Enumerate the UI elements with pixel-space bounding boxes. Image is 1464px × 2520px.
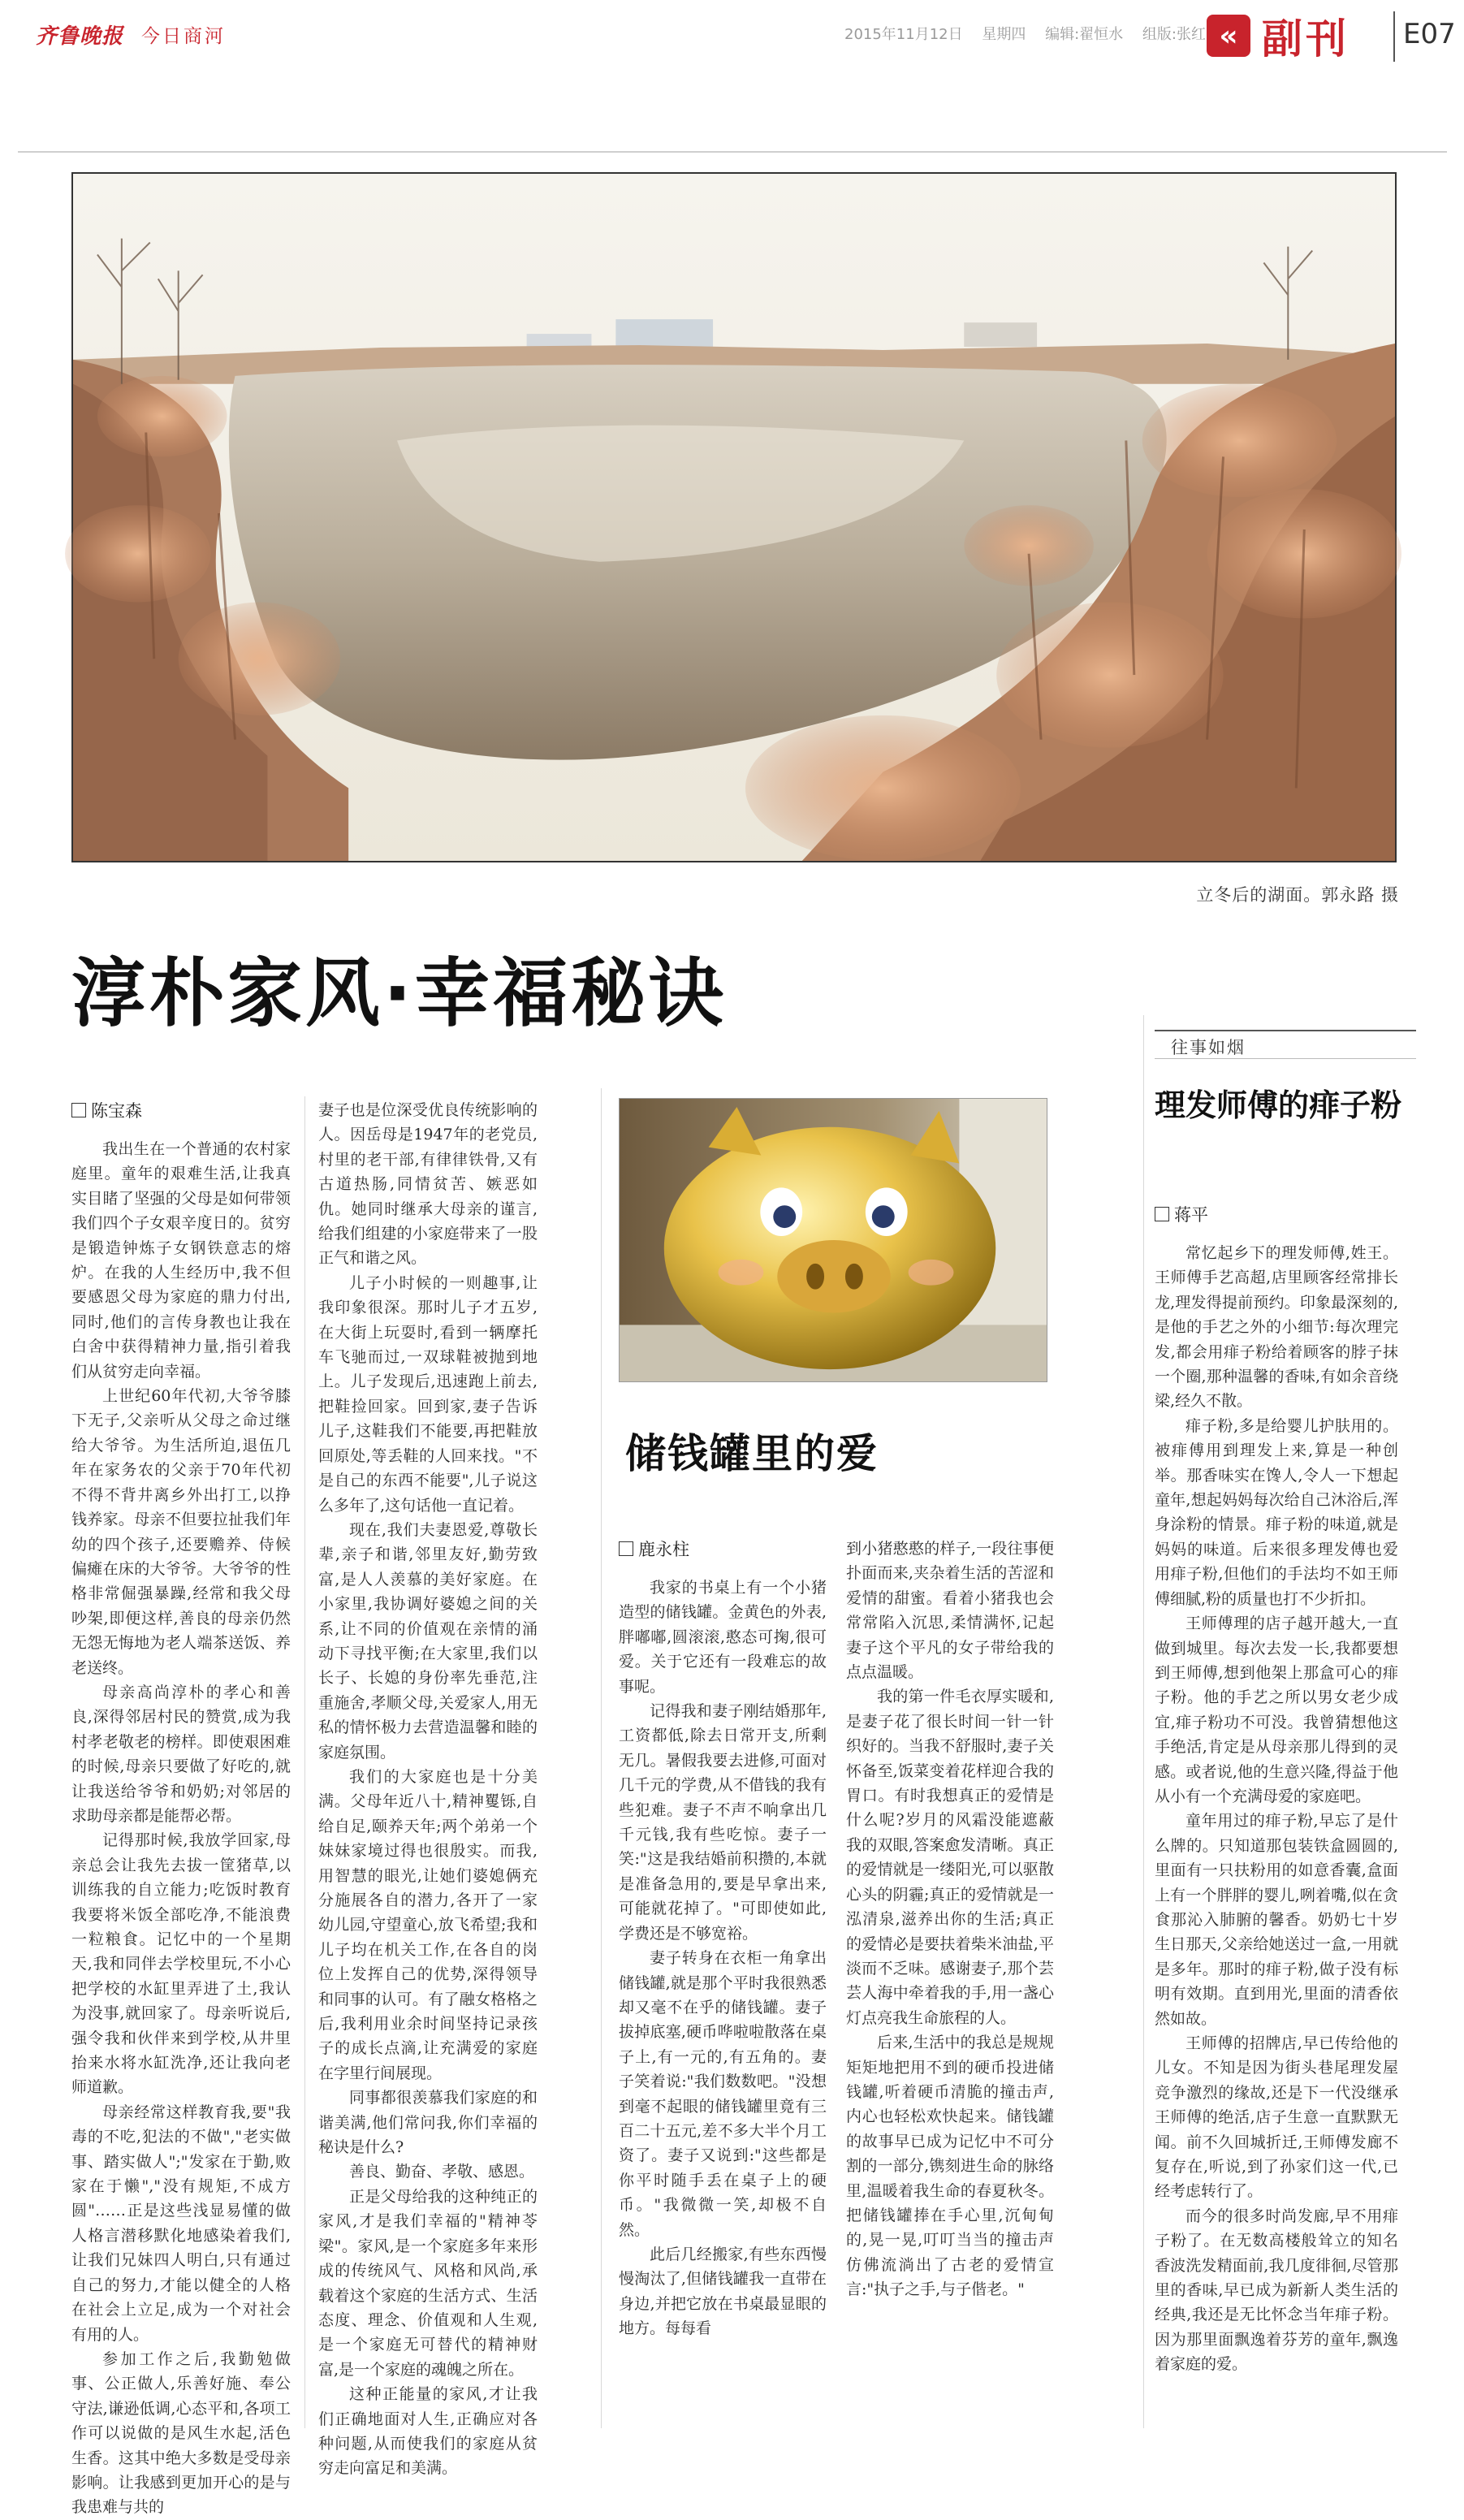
issue-weekday: 星期四 xyxy=(982,26,1026,43)
paragraph: 童年用过的痱子粉,早忘了是什么牌的。只知道那包装铁盒圆圆的,里面有一只扶粉用的如意香囊,盒面上有一个胖胖的婴儿,咧着嘴,似在贪食那沁入肺腑的馨香。奶奶七十岁生日那天,父亲给她送过一盒,一用就是多年。那时的痱子粉,做子没有标明有效期。直到用光,里面的清香依然如故。 xyxy=(1155,1812,1398,2028)
paragraph: 母亲经常这样教育我,要"我毒的不吃,犯法的不做","老实做事、踏实做人";"发家在于勤,败家在于懒","没有规矩,不成方圆"……正是这些浅显易懂的做人格言潜移默化地感染着我们,让我们兄妹四人明白,只有通过自己的努力,才能以健全的人格在社会上立足,成为一个对社会有用的人。 xyxy=(71,2103,291,2344)
main-article-title: 淳朴家风·幸福秘诀 xyxy=(71,950,727,1037)
article3-title: 理发师傅的痱子粉 xyxy=(1155,1087,1402,1123)
paragraph: 参加工作之后,我勤勉做事、公正做人,乐善好施、奉公守法,谦逊低调,心态平和,各项工作可以说做的是风生水起,活色生香。这其中绝大多数是受母亲影响。让我感到更加开心的是与我患难与共的 xyxy=(71,2349,291,2517)
paragraph: 到小猪憨憨的样子,一段往事便扑面而来,夹杂着生活的苦涩和爱情的甜蜜。看着小猪我也会常常陷入沉思,柔情满怀,记起妻子这个平凡的女子带给我的点点温暖。 xyxy=(846,1540,1054,1682)
article3-column xyxy=(1155,1241,1398,2420)
paragraph: 母亲高尚淳朴的孝心和善良,深得邻居村民的赞赏,成为我村孝老敬老的榜样。即使艰困难的时候,母亲只要做了好吃的,就让我送给爷爷和奶奶;对邻居的求助母亲都是能帮必帮。 xyxy=(71,1683,291,1825)
page-number: E07 xyxy=(1403,18,1456,50)
column-divider xyxy=(1143,1015,1144,2428)
byline-box-icon xyxy=(619,1541,633,1556)
paragraph: 现在,我们夫妻恩爱,尊敬长辈,亲子和谐,邻里友好,勤劳致富,是人人羡慕的美好家庭。在小家里,我协调好婆媳之间的关系,让不同的价值观在亲情的涌动下寻找平衡;在大家里,我们以长子、长媳的身份率先垂范,注重施舍,孝顺父母,关爱家人,用无私的情怀极力去营造温馨和睦的家庭氛围。 xyxy=(318,1520,538,1761)
paragraph: 王师傅的招牌店,早已传给他的儿女。不知是因为街头巷尾理发屋竞争激烈的缘故,还是下一代没继承王师傅的绝活,店子生意一直默默无闻。前不久回城折迁,王师傅发廊不复存在,听说,到了孙家们这一代,已经考虑转行了。 xyxy=(1155,2034,1398,2201)
masthead-left xyxy=(36,18,226,50)
article1-column-2 xyxy=(318,1098,538,2478)
column-divider xyxy=(304,1096,305,2428)
article2-column-1 xyxy=(619,1576,827,2420)
piggy-bank-image xyxy=(620,1099,1047,1381)
paragraph: 儿子小时候的一则趣事,让我印象很深。那时儿子才五岁,在大街上玩耍时,看到一辆摩托车飞驰而过,一双球鞋被抛到地上。儿子发现后,迅速跑上前去,把鞋捡回家。回到家,妻子告诉儿子,这鞋我们不能要,再把鞋放回原处,等丢鞋的人回来找。"不是自己的东西不能要",儿子说这么多年了,这句话他一直记着。 xyxy=(318,1273,538,1515)
paragraph: 我出生在一个普通的农村家庭里。童年的艰难生活,让我真实目睹了坚强的父母是如何带领我们四个子女艰辛度日的。贫穷是锻造钟炼子女钢铁意志的熔炉。在我的人生经历中,我不但要感恩父母为家庭的鼎力付出,同时,他们的言传身教也让我在白舍中获得精神力量,指引着我们从贫穷走向幸福。 xyxy=(71,1140,291,1381)
layout-credit: 组版:张红 xyxy=(1142,26,1206,43)
section-badge-text: 副刊 xyxy=(1262,15,1350,63)
byline-box-icon xyxy=(1155,1207,1169,1221)
paragraph: 我的第一件毛衣厚实暖和,是妻子花了很长时间一针一针织好的。当我不舒服时,妻子关怀备至,饭菜变着花样迎合我的胃口。有时我想真正的爱情是什么呢?岁月的风霜没能遮蔽我的双眼,答案愈发清晰。真正的爱情就是一缕阳光,可以驱散心头的阴霾;真正的爱情就是一泓清泉,滋养出你的生活;真正的爱情必是要扶着柴米油盐,平淡而不乏味。感谢妻子,那个芸芸人海中牵着我的手,用一盏心灯点亮我生命旅程的人。 xyxy=(846,1688,1054,2027)
paragraph: 妻子也是位深受优良传统影响的人。因岳母是1947年的老党员,村里的老干部,有律律铁骨,又有古道热肠,同情贫苦、嫉恶如仇。她同时继承大母亲的谨言,给我们组建的小家庭带来了一股正气和谐之风。 xyxy=(318,1101,538,1268)
paragraph: 而今的很多时尚发廊,早不用痱子粉了。在无数高楼般耸立的知名香波洗发精面前,我几度徘徊,尽管那里的香味,早已成为新新人类生活的经典,我还是无比怀念当年痱子粉。因为那里面飘逸着芬芳的童年,飘逸着家庭的爱。 xyxy=(1155,2207,1398,2374)
photo-caption: 立冬后的湖面。郭永路 摄 xyxy=(1196,885,1399,905)
issue-date: 2015年11月12日 xyxy=(844,26,963,43)
article1-author: 陈宝森 xyxy=(91,1101,142,1121)
paragraph: 常忆起乡下的理发师傅,姓王。王师傅手艺高超,店里顾客经常排长龙,理发得提前预约。印象最深刻的,是他的手艺之外的小细节:每次理完发,都会用痱子粉给着顾客的脖子抹一个圈,那种温馨的香味,有如余音绕梁,经久不散。 xyxy=(1155,1244,1398,1411)
piggy-bank-photo xyxy=(619,1098,1047,1382)
article2-byline xyxy=(619,1537,689,1561)
paragraph: 我家的书桌上有一个小猪造型的储钱罐。金黄色的外表,胖嘟嘟,圆滚滚,憨态可掬,很可爱。关于它还有一段难忘的故事呢。 xyxy=(619,1579,827,1696)
paragraph: 后来,生活中的我总是规规矩矩地把用不到的硬币投进储钱罐,听着硬币清脆的撞击声,内心也轻松欢快起来。储钱罐的故事早已成为记忆中不可分割的一部分,镌刻进生命的脉络里,温暖着我生命的春夏秋冬。把储钱罐捧在手心里,沉甸甸的,晃一晃,叮叮当当的撞击声仿佛流淌出了古老的爱情宣言:"执子之手,与子偕老。" xyxy=(846,2034,1054,2299)
article3-author: 蒋平 xyxy=(1174,1205,1208,1225)
paragraph: 我们的大家庭也是十分美满。父母年近八十,精神矍铄,自给自足,颐养天年;两个弟弟一个妹妹家境过得也很殷实。而我,用智慧的眼光,让她们婆媳俩充分施展各自的潜力,各开了一家幼儿园,守望童心,放飞希望;我和儿子均在机关工作,在各自的岗位上发挥自己的优势,深得领导和同事的认可。有了融女格格之后,我利用业余时间坚持记录孩子的成长点滴,让充满爱的家庭在字里行间展现。 xyxy=(318,1767,538,2082)
article2-title: 储钱罐里的爱 xyxy=(625,1430,879,1477)
paragraph: 记得我和妻子刚结婚那年,工资都低,除去日常开支,所剩无几。暑假我要去进修,可面对几千元的学费,从不借钱的我有些犯难。妻子不声不响拿出几千元钱,我有些吃惊。妻子一笑:"这是我结婚前积攒的,本就是准备急用的,要是早拿出来,可能就花掉了。"可即使如此,学费还是不够宽裕。 xyxy=(619,1702,827,1943)
column-tag xyxy=(1155,1030,1416,1059)
paragraph: 此后几经搬家,有些东西慢慢淘汰了,但储钱罐我一直带在身边,并把它放在书桌最显眼的地方。每每看 xyxy=(619,2245,827,2338)
paragraph: 上世纪60年代初,大爷爷膝下无子,父亲听从父母之命过继给大爷爷。为生活所迫,退伍几年在家务农的父亲于70年代初不得不背井离乡外出打工,以挣钱养家。母亲不但要拉扯我们年幼的四个孩子,还要赡养、侍候偏瘫在床的大爷爷。大爷爷的性格非常倔强暴躁,经常和我父母吵架,即便这样,善良的母亲仍然无怨无悔地为老人端茶送饭、养老送终。 xyxy=(71,1387,291,1677)
chevron-left-icon: « xyxy=(1207,15,1250,57)
article1-byline xyxy=(71,1098,142,1122)
newspaper-logo: 齐鲁晚报 xyxy=(36,24,124,49)
paragraph: 同事都很羡慕我们家庭的和谐美满,他们常问我,你们幸福的秘诀是什么? xyxy=(318,2089,538,2157)
article2-author: 鹿永柱 xyxy=(638,1540,689,1559)
paragraph: 正是父母给我的这种纯正的家风,才是我们幸福的"精神苓梁"。家风,是一个家庭多年来形成的传统风气、风格和风尚,承载着这个家庭的生活方式、生活态度、理念、价值观和人生观,是一个家庭无可替代的精神财富,是一个家庭的魂魄之所在。 xyxy=(318,2187,538,2379)
paragraph: 王师傅理的店子越开越大,一直做到城里。每次去发一长,我都要想到王师傅,想到他架上那盒可心的痱子粉。他的手艺之所以男女老少成宜,痱子粉功不可没。我曾猜想他这手绝活,肯定是从母亲那儿得到的灵感。或者说,他的生意兴隆,得益于他从小有一个充满母爱的家庭吧。 xyxy=(1155,1614,1398,1805)
section-badge xyxy=(1207,10,1400,62)
lake-photo xyxy=(71,172,1397,862)
paragraph: 善良、勤奋、孝敬、感恩。 xyxy=(349,2163,535,2181)
article3-byline xyxy=(1155,1202,1208,1226)
column-tag-text: 往事如烟 xyxy=(1171,1038,1246,1057)
editor-credit: 编辑:翟恒水 xyxy=(1045,26,1124,43)
paragraph: 痱子粉,多是给婴儿护肤用的。被痱傅用到理发上来,算是一种创举。那香味实在馋人,令人一下想起童年,想起妈妈每次给自己沐浴后,浑身涂粉的情景。痱子粉的味道,就是妈妈的味道。后来很多理发傅也爱用痱子粉,但他们的手法均不如王师傅细腻,粉的质量也打不少折扣。 xyxy=(1155,1416,1398,1608)
byline-box-icon xyxy=(71,1103,86,1117)
section-name: 今日商河 xyxy=(141,25,227,47)
header-rule xyxy=(18,151,1447,153)
paragraph: 这种正能量的家风,才让我们正确地面对人生,正确应对各种问题,从而使我们的家庭从贫穷走向富足和美满。 xyxy=(318,2385,538,2478)
article1-column-1 xyxy=(71,1137,291,2517)
header-divider xyxy=(1393,11,1395,62)
paragraph: 妻子转身在衣柜一角拿出储钱罐,就是那个平时我很熟悉却又毫不在乎的储钱罐。妻子拔掉底塞,硬币哗啦啦散落在桌子上,有一元的,有五角的。妻子笑着说:"我们数数吧。"没想到毫不起眼的储钱罐里竟有三百二十五元,差不多大半个月工资了。妻子又说到:"这些都是你平时随手丢在桌子上的硬币。"我微微一笑,却极不自然。 xyxy=(619,1949,827,2239)
lake-photo-image xyxy=(73,174,1395,861)
paragraph: 记得那时候,我放学回家,母亲总会让我先去拔一筐猪草,以训练我的自立能力;吃饭时教育我要将米饭全部吃净,不能浪费一粒粮食。记忆中的一个星期天,我和同伴去学校里玩,不小心把学校的水缸里弄进了土,我认为没事,就回家了。母亲听说后,强令我和伙伴来到学校,从井里抬来水将水缸洗净,还让我向老师道歉。 xyxy=(71,1831,291,2097)
column-divider xyxy=(601,1088,602,2428)
article2-column-2 xyxy=(846,1537,1054,2420)
issue-meta xyxy=(844,23,1220,44)
